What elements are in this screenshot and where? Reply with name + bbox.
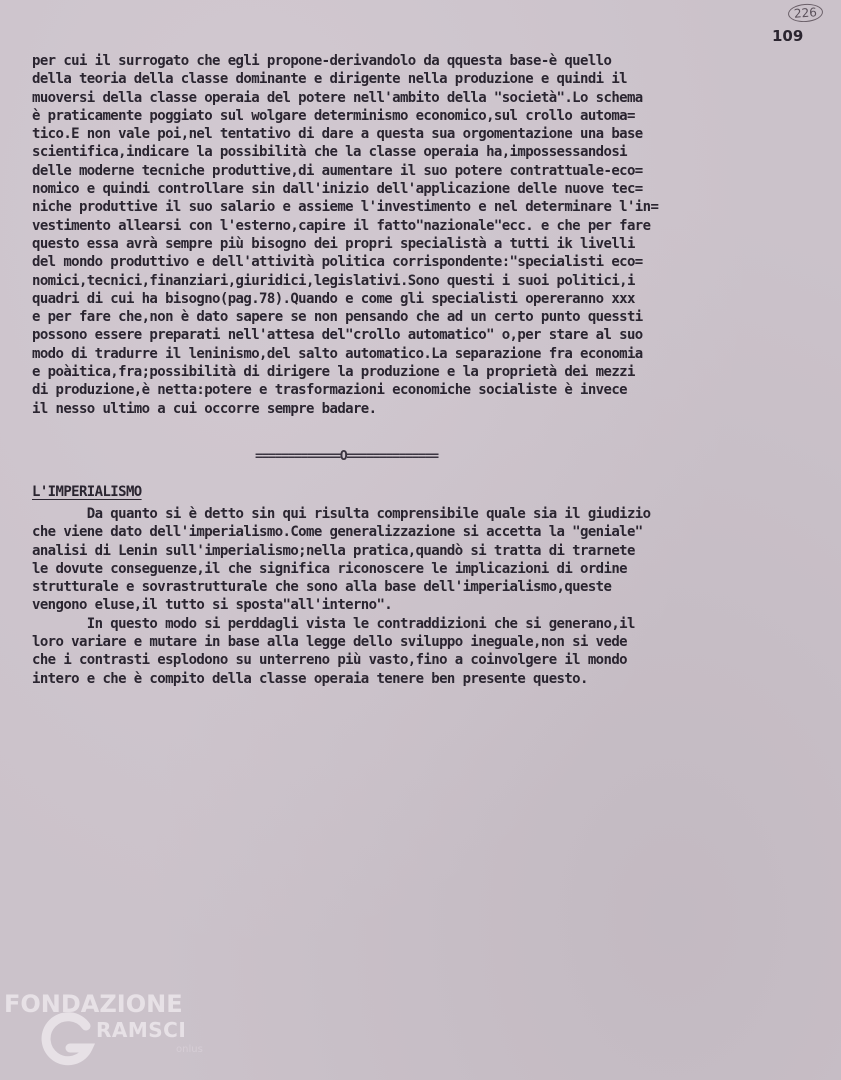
text-line: e poàitica,fra;possibilità di dirigere la produzione e la proprietà dei mezzi [32,364,635,381]
text-line: che viene dato dell'imperialismo.Come generalizzazione si accetta la "geniale" [32,524,643,541]
text-line: è praticamente poggiato sul wolgare determinismo economico,sul crollo automa= [32,107,635,124]
text-line: di produzione,è netta:potere e trasformazioni economiche socialiste è invece [32,382,627,399]
paragraph-2 [32,505,832,688]
text-line: scientifica,indicare la possibilità che la classe operaia ha,impossessandosi [32,144,627,161]
text-line: quadri di cui ha bisogno(pag.78).Quando e come gli specialisti opereranno xxx [32,290,635,307]
text-line: loro variare e mutare in base alla legge dello sviluppo ineguale,non si vede [32,634,627,651]
text-line: vengono eluse,il tutto si sposta"all'interno". [32,597,393,614]
text-line: del mondo produttivo e dell'attività politica corrispondente:"specialisti eco= [32,254,643,271]
text-line: delle moderne tecniche produttive,di aumentare il suo potere contrattuale-eco= [32,162,643,179]
text-line: le dovute conseguenze,il che significa riconoscere le implicazioni di ordine [32,560,627,577]
text-line: per cui il surrogato che egli propone-derivandolo da qquesta base-è quello [32,53,612,69]
text-line: intero e che è compito della classe operaia tenere ben presente questo. [32,670,588,687]
section-heading: L'IMPERIALISMO [32,484,142,500]
watermark-subtitle: RAMSCI [96,1018,187,1042]
text-line: modo di tradurre il leninismo,del salto automatico.La separazione fra economia [32,345,643,362]
fondazione-gramsci-watermark [4,990,219,1075]
text-line: Da quanto si è detto sin qui risulta comprensibile quale sia il giudizio [32,506,651,522]
text-line: il nesso ultimo a cui occorre sempre badare. [32,400,377,417]
text-line: nomici,tecnici,finanziari,giuridici,legislativi.Sono questi i suoi politici,i [32,272,635,289]
section-separator: =============O============== [255,449,438,464]
text-line: questo essa avrà sempre più bisogno dei propri specialistà a tutti ik livelli [32,235,635,252]
text-line: analisi di Lenin sull'imperialismo;nella pratica,quandò si tratta di trarnete [32,542,635,559]
text-line: e per fare che,non è dato sapere se non pensando che ad un certo punto quessti [32,309,643,326]
watermark-onlus: onlus [176,1044,203,1055]
gramsci-g-logo-icon [36,1012,98,1070]
text-line: niche produttive il suo salario e assieme l'investimento e nel determinare l'in= [32,199,659,216]
text-line: In questo modo si perddagli vista le contraddizioni che si generano,il [32,615,635,632]
text-line: che i contrasti esplodono su unterreno più vasto,fino a coinvolgere il mondo [32,652,627,669]
archive-number-stamp: 226 [787,3,823,23]
text-line: possono essere preparati nell'attesa del"crollo automatico" o,per stare al suo [32,327,643,344]
text-line: della teoria della classe dominante e dirigente nella produzione e quindi il [32,71,627,88]
text-line: muoversi della classe operaia del potere nell'ambito della "società".Lo schema [32,89,643,106]
text-line: vestimento allearsi con l'esterno,capire il fatto"nazionale"ecc. e che per fare [32,217,651,234]
watermark-title: FONDAZIONE [4,990,183,1018]
paragraph-1 [32,52,832,418]
text-line: strutturale e sovrastrutturale che sono alla base dell'imperialismo,queste [32,579,612,596]
page-number: 109 [772,27,804,45]
text-line: nomico e quindi controllare sin dall'inizio dell'applicazione delle nuove tec= [32,181,643,198]
text-line: tico.E non vale poi,nel tentativo di dare a questa sua orgomentazione una base [32,126,643,143]
